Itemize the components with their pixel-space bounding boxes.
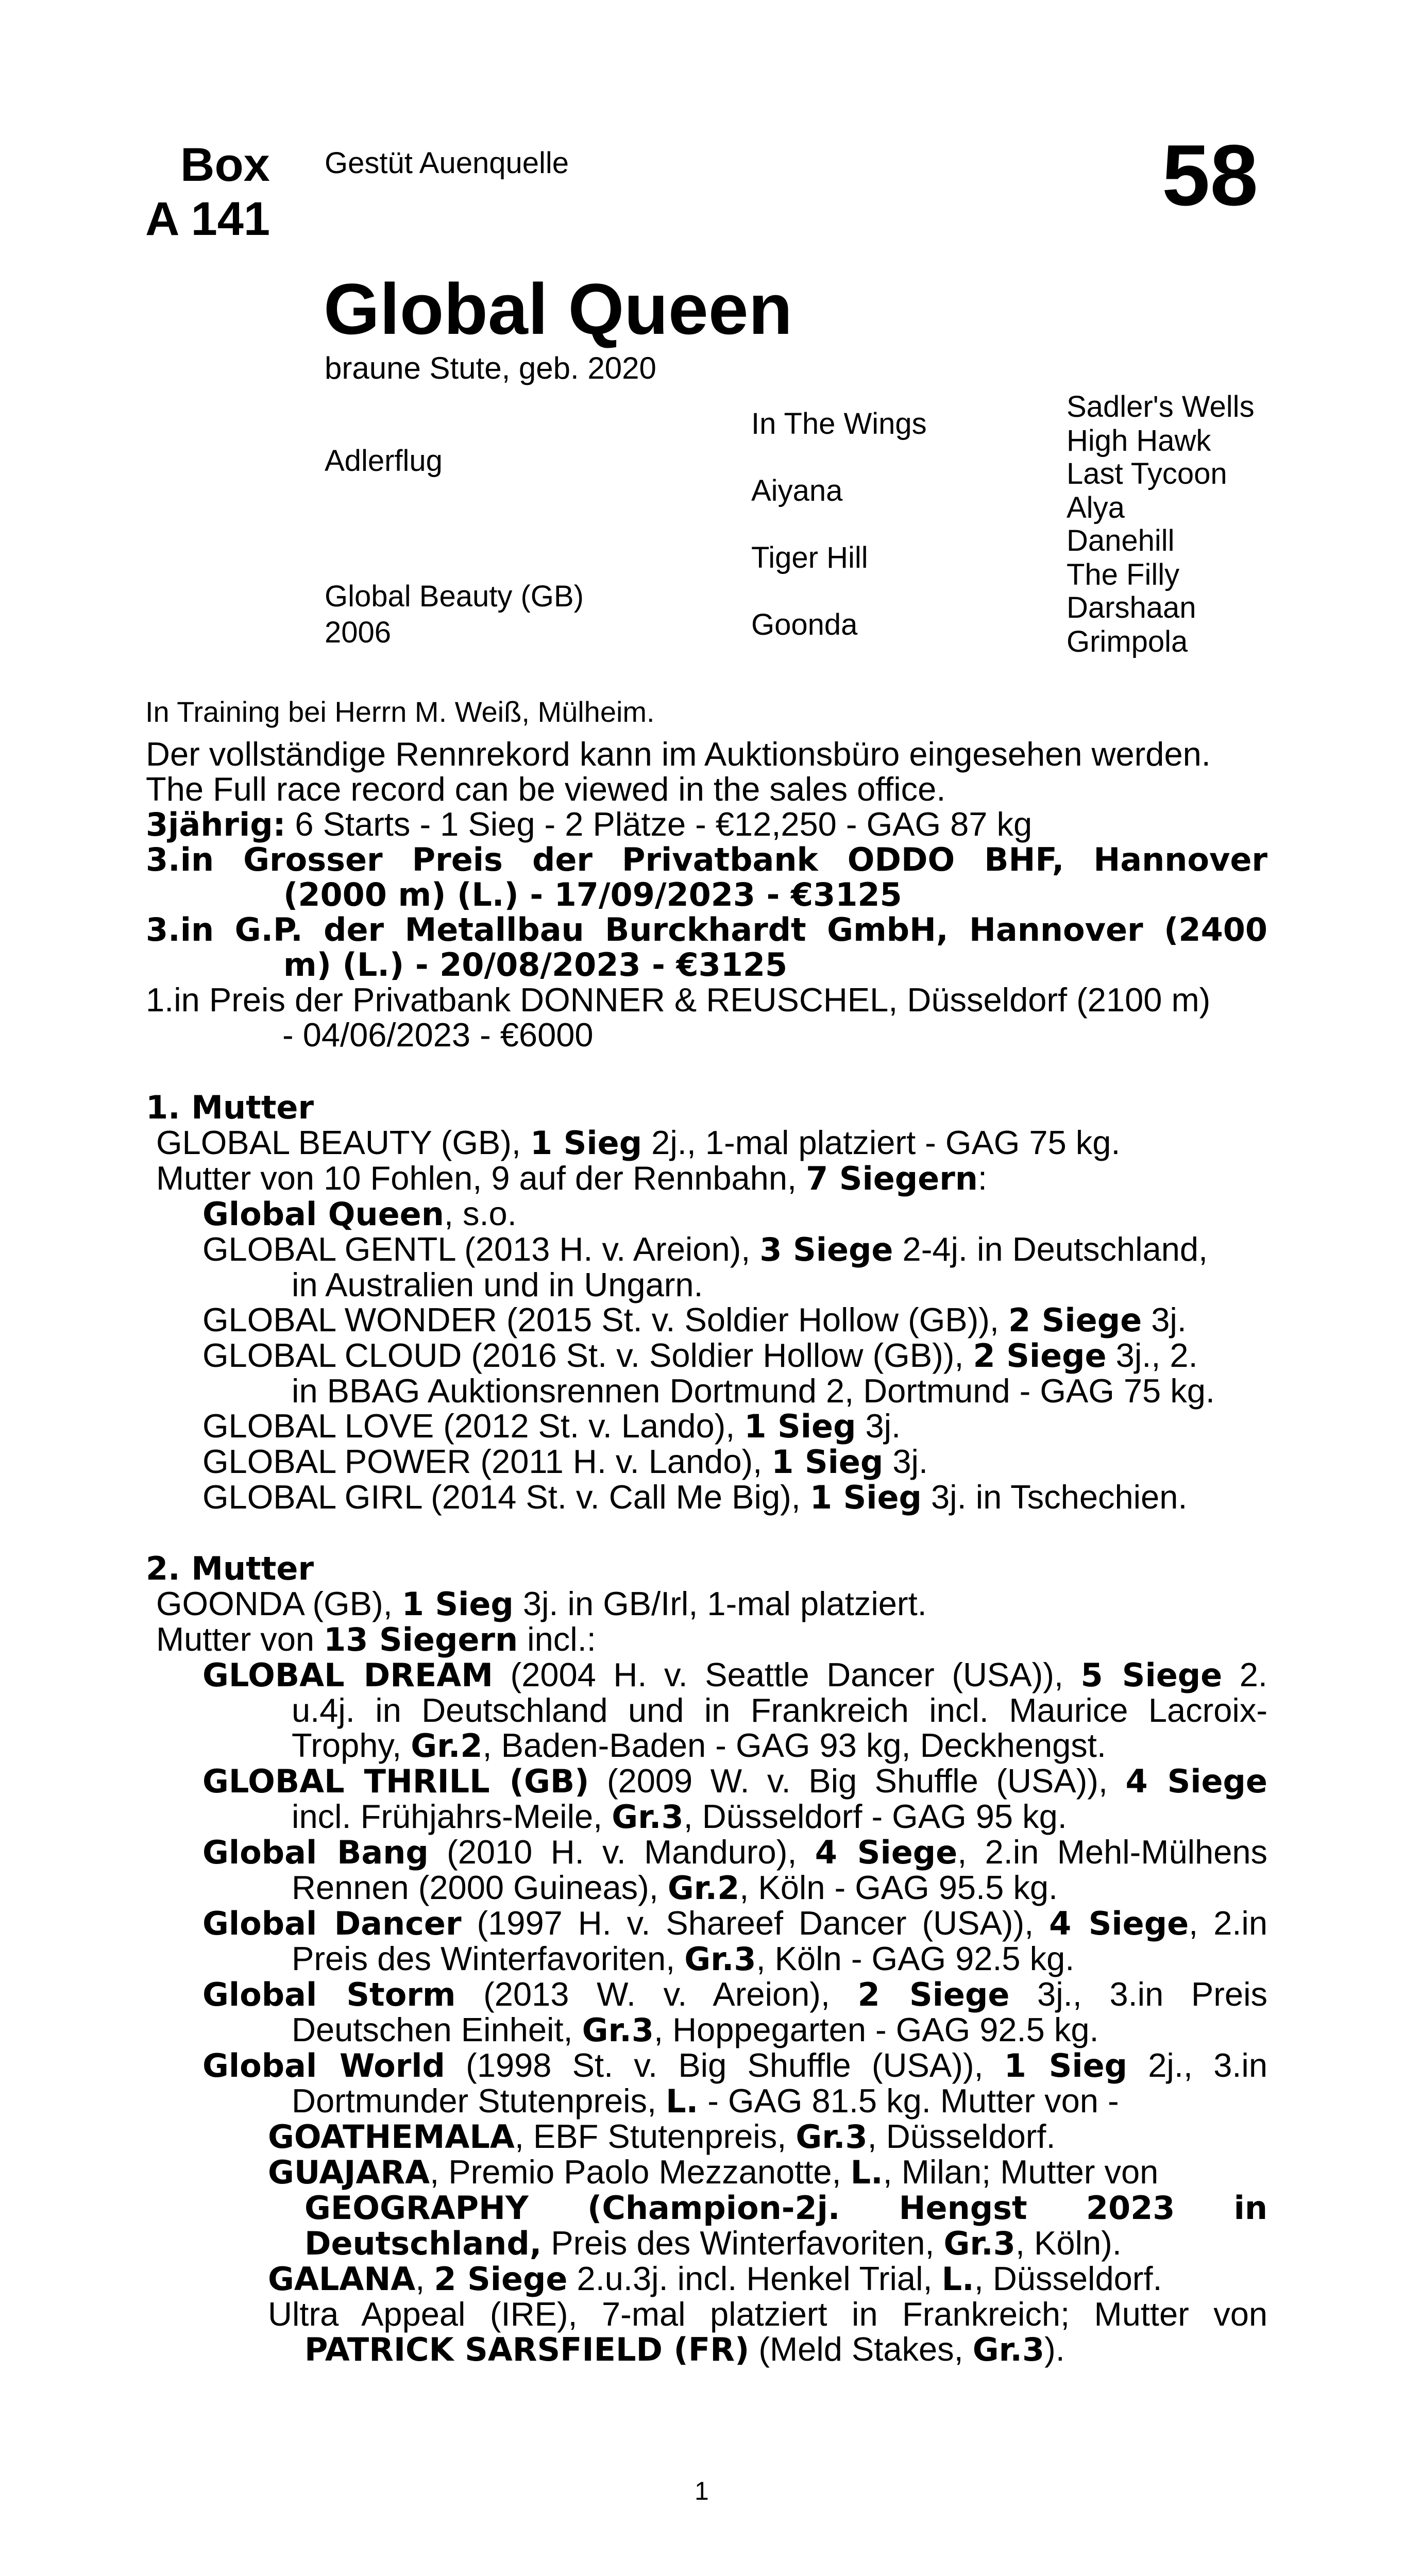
offspring-item: Global World (1998 St. v. Big Shuffle (USA)), 1 Sieg 2j., 3.in: [202, 2046, 1267, 2084]
pedigree-dam-year: 2006: [325, 616, 392, 649]
pedigree-ggp: Darshaan: [1067, 591, 1196, 624]
granddaughter-item: GALANA, 2 Siege 2.u.3j. incl. Henkel Trial, L., Düsseldorf.: [268, 2260, 1162, 2298]
granddaughter-item: Ultra Appeal (IRE), 7-mal platziert in Frankreich; Mutter von: [268, 2295, 1267, 2333]
second-dam-record: GOONDA (GB), 1 Sieg 3j. in GB/Irl, 1-mal platziert.: [156, 1585, 927, 1623]
offspring-item-cont: Dortmunder Stutenpreis, L. - GAG 81.5 kg. Mutter von -: [292, 2082, 1119, 2120]
offspring-item-cont: incl. Frühjahrs-Meile, Gr.3, Düsseldorf - GAG 95 kg.: [292, 1798, 1067, 1836]
pedigree-ggp: Alya: [1067, 491, 1125, 524]
offspring-item: GLOBAL DREAM (2004 H. v. Seattle Dancer (USA)), 5 Siege 2.: [202, 1656, 1267, 1694]
granddaughter-item-cont: GEOGRAPHY (Champion-2j. Hengst 2023 in: [305, 2189, 1267, 2227]
consignor: Gestüt Auenquelle: [325, 146, 569, 180]
race-record: [146, 737, 1267, 1053]
pedigree-ggp: High Hawk: [1067, 424, 1211, 457]
granddaughter-item-cont: PATRICK SARSFIELD (FR) (Meld Stakes, Gr.3).: [305, 2330, 1065, 2368]
offspring-item: Global Queen, s.o.: [202, 1195, 517, 1233]
horse-description: braune Stute, geb. 2020: [325, 351, 656, 385]
offspring-item: Global Bang (2010 H. v. Manduro), 4 Siege, 2.in Mehl-Mülhens: [202, 1833, 1267, 1871]
offspring-item: GLOBAL GENTL (2013 H. v. Areion), 3 Siege 2-4j. in Deutschland,: [202, 1230, 1208, 1268]
pedigree-ggp: Last Tycoon: [1067, 457, 1227, 490]
granddaughter-item-cont: Deutschland, Preis des Winterfavoriten, Gr.3, Köln).: [305, 2224, 1122, 2262]
offspring-item-cont: in BBAG Auktionsrennen Dortmund 2, Dortmund - GAG 75 kg.: [292, 1372, 1215, 1410]
placing-line: 3.in G.P. der Metallbau Burckhardt GmbH, Hannover (2400: [146, 911, 1267, 948]
first-dam-heading: 1. Mutter: [146, 1089, 314, 1126]
first-dam-section: [146, 1090, 1267, 1515]
placing-line: 3.in Grosser Preis der Privatbank ODDO BHF, Hannover: [146, 841, 1267, 878]
pedigree-sire: Adlerflug: [325, 444, 443, 478]
second-dam-heading: 2. Mutter: [146, 1550, 314, 1587]
age-label: 3jährig:: [146, 806, 286, 843]
pedigree-ggp: Grimpola: [1067, 625, 1188, 658]
box-label: Box: [180, 139, 270, 191]
race-record-note-de: Der vollständige Rennrekord kann im Auktionsbüro eingesehen werden.: [146, 735, 1211, 773]
second-dam-section: [146, 1551, 1267, 2367]
box-number: A 141: [145, 193, 270, 245]
pedigree-sire-sire: In The Wings: [751, 407, 927, 440]
offspring-item-cont: Deutschen Einheit, Gr.3, Hoppegarten - GAG 92.5 kg.: [292, 2011, 1099, 2049]
pedigree-sire-dam: Aiyana: [751, 474, 843, 507]
offspring-item: GLOBAL GIRL (2014 St. v. Call Me Big), 1 Sieg 3j. in Tschechien.: [202, 1478, 1188, 1516]
offspring-item: GLOBAL LOVE (2012 St. v. Lando), 1 Sieg 3j.: [202, 1407, 901, 1445]
placing-line-cont: (2000 m) (L.) - 17/09/2023 - €3125: [283, 876, 902, 913]
pedigree-dam-dam: Goonda: [751, 608, 858, 641]
pedigree-dam: Global Beauty (GB): [325, 580, 584, 613]
offspring-item-cont: u.4j. in Deutschland und in Frankreich incl. Maurice Lacroix-: [292, 1691, 1267, 1729]
offspring-item: GLOBAL POWER (2011 H. v. Lando), 1 Sieg 3j.: [202, 1443, 928, 1481]
first-dam-record: GLOBAL BEAUTY (GB), 1 Sieg 2j., 1-mal platziert - GAG 75 kg.: [156, 1124, 1121, 1162]
placing-line-cont: m) (L.) - 20/08/2023 - €3125: [283, 946, 788, 984]
offspring-item: Global Dancer (1997 H. v. Shareef Dancer (USA)), 4 Siege, 2.in: [202, 1904, 1267, 1942]
training-info: In Training bei Herrn M. Weiß, Mülheim.: [145, 696, 655, 728]
win-line: 1.in Preis der Privatbank DONNER & REUSCHEL, Düsseldorf (2100 m): [146, 981, 1211, 1019]
lot-number: 58: [1162, 127, 1258, 224]
pedigree-dam-sire: Tiger Hill: [751, 541, 868, 574]
offspring-item-cont: Rennen (2000 Guineas), Gr.2, Köln - GAG 95.5 kg.: [292, 1869, 1058, 1907]
offspring-item-cont: Trophy, Gr.2, Baden-Baden - GAG 93 kg, Deckhengst.: [292, 1726, 1106, 1765]
first-dam-produce: Mutter von 10 Fohlen, 9 auf der Rennbahn, 7 Siegern:: [156, 1159, 987, 1197]
offspring-item: Global Storm (2013 W. v. Areion), 2 Siege 3j., 3.in Preis: [202, 1975, 1268, 2013]
pedigree-ggp: The Filly: [1067, 558, 1180, 591]
race-record-note-en: The Full race record can be viewed in the sales office.: [146, 770, 946, 808]
offspring-item: GLOBAL THRILL (GB) (2009 W. v. Big Shuffle (USA)), 4 Siege: [202, 1762, 1267, 1800]
win-line-cont: - 04/06/2023 - €6000: [282, 1016, 594, 1054]
offspring-item-cont: in Australien und in Ungarn.: [292, 1266, 703, 1303]
pedigree-ggp: Danehill: [1067, 524, 1175, 557]
offspring-item: GLOBAL WONDER (2015 St. v. Soldier Hollow (GB)), 2 Siege 3j.: [202, 1301, 1187, 1339]
horse-name: Global Queen: [324, 268, 793, 349]
offspring-item: GLOBAL CLOUD (2016 St. v. Soldier Hollow (GB)), 2 Siege 3j., 2.: [202, 1336, 1198, 1375]
page-number: 1: [695, 2477, 709, 2505]
pedigree-ggp: Sadler's Wells: [1067, 390, 1255, 423]
granddaughter-item: GUAJARA, Premio Paolo Mezzanotte, L., Milan; Mutter von: [268, 2153, 1159, 2191]
race-record-summary: 3jährig: 6 Starts - 1 Sieg - 2 Plätze - €12,250 - GAG 87 kg: [146, 805, 1033, 843]
granddaughter-item: GOATHEMALA, EBF Stutenpreis, Gr.3, Düsseldorf.: [268, 2117, 1056, 2156]
offspring-item-cont: Preis des Winterfavoriten, Gr.3, Köln - GAG 92.5 kg.: [292, 1940, 1075, 1978]
second-dam-produce: Mutter von 13 Siegern incl.:: [156, 1620, 596, 1658]
